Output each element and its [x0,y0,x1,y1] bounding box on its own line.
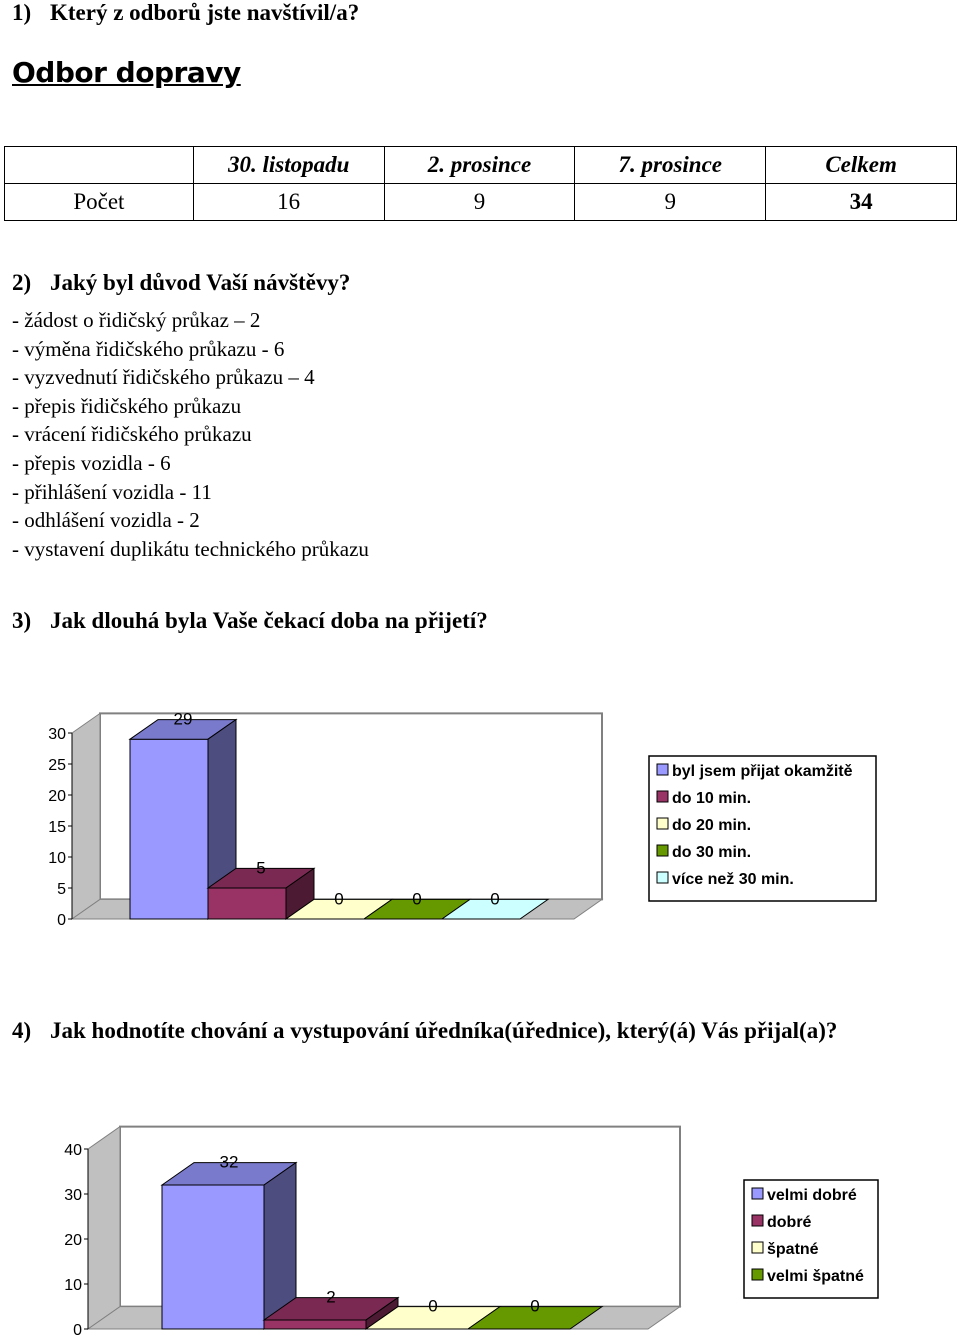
legend-label: velmi špatné [767,1268,864,1285]
list-item: - přihlášení vozidla - 11 [12,479,212,504]
table-header-cell: 30. listopadu [193,147,384,184]
data-label: 0 [530,1296,540,1316]
question-4-number: 4) [12,1018,32,1043]
legend-swatch [752,1215,763,1226]
data-label: 29 [173,709,193,729]
y-tick-label: 0 [57,912,66,929]
y-tick-label: 15 [48,819,66,836]
bar-1 [162,1163,296,1329]
y-tick-label: 10 [64,1277,82,1294]
list-item: - vyzvednutí řidičského průkazu – 4 [12,365,315,390]
question-3-number: 3) [12,608,32,633]
department-heading: Odbor dopravy [12,56,241,89]
table-header-cell: 7. prosince [575,147,766,184]
list-item: - vystavení duplikátu technického průkazu [12,536,369,561]
legend-label: do 30 min. [672,844,752,861]
data-label: 0 [334,889,344,909]
table-cell: 16 [193,184,384,221]
list-item: - přepis vozidla - 6 [12,450,171,475]
question-1-text: Který z odborů jste navštívil/a? [50,0,360,25]
legend-label: byl jsem přijat okamžitě [672,763,853,780]
y-tick-label: 30 [48,726,66,743]
y-tick-label: 40 [64,1142,82,1159]
legend-label: do 20 min. [672,817,752,834]
legend-label: do 10 min. [672,790,752,807]
table-cell: 9 [384,184,575,221]
question-4-text: Jak hodnotíte chování a vystupování úředníka(úřednice), který(á) Vás přijal(a)? [50,1018,838,1043]
legend-label: špatné [767,1241,819,1258]
legend-label: více než 30 min. [672,871,794,888]
legend-swatch [752,1242,763,1253]
data-label: 0 [412,889,422,909]
chart-side-wall [88,1127,120,1329]
legend-swatch [752,1188,763,1199]
bar-front [162,1185,264,1329]
y-tick-label: 20 [64,1232,82,1249]
list-item: - výměna řidičského průkazu - 6 [12,336,285,361]
y-tick-label: 20 [48,788,66,805]
table-cell: Počet [5,184,194,221]
y-tick-label: 25 [48,757,66,774]
list-item: - vrácení řidičského průkazu [12,422,252,447]
table-cell-total: 34 [766,184,957,221]
question-3-text: Jak dlouhá byla Vaše čekací doba na přijetí? [50,608,488,633]
data-label: 0 [490,889,500,909]
y-tick-label: 5 [57,881,66,898]
list-item: - žádost o řidičský průkaz – 2 [12,308,261,332]
data-label: 32 [219,1152,239,1172]
list-item: - odhlášení vozidla - 2 [12,508,200,533]
legend-label: dobré [767,1214,812,1231]
question-2-text: Jaký byl důvod Vaší návštěvy? [50,270,351,295]
data-label: 0 [428,1296,438,1316]
y-tick-label: 10 [48,850,66,867]
bar-front [264,1320,366,1329]
question-2-number: 2) [12,270,32,295]
list-item: - přepis řidičského průkazu [12,393,242,418]
legend-swatch [752,1269,763,1280]
y-tick-label: 30 [64,1187,82,1204]
table-header-cell: Celkem [766,147,957,184]
table-header-cell: 2. prosince [384,147,575,184]
question-1-number: 1) [12,0,32,25]
data-label: 5 [256,858,266,878]
legend-label: velmi dobré [767,1187,857,1204]
data-label: 2 [326,1287,336,1307]
table-cell: 9 [575,184,766,221]
y-tick-label: 0 [73,1322,82,1337]
